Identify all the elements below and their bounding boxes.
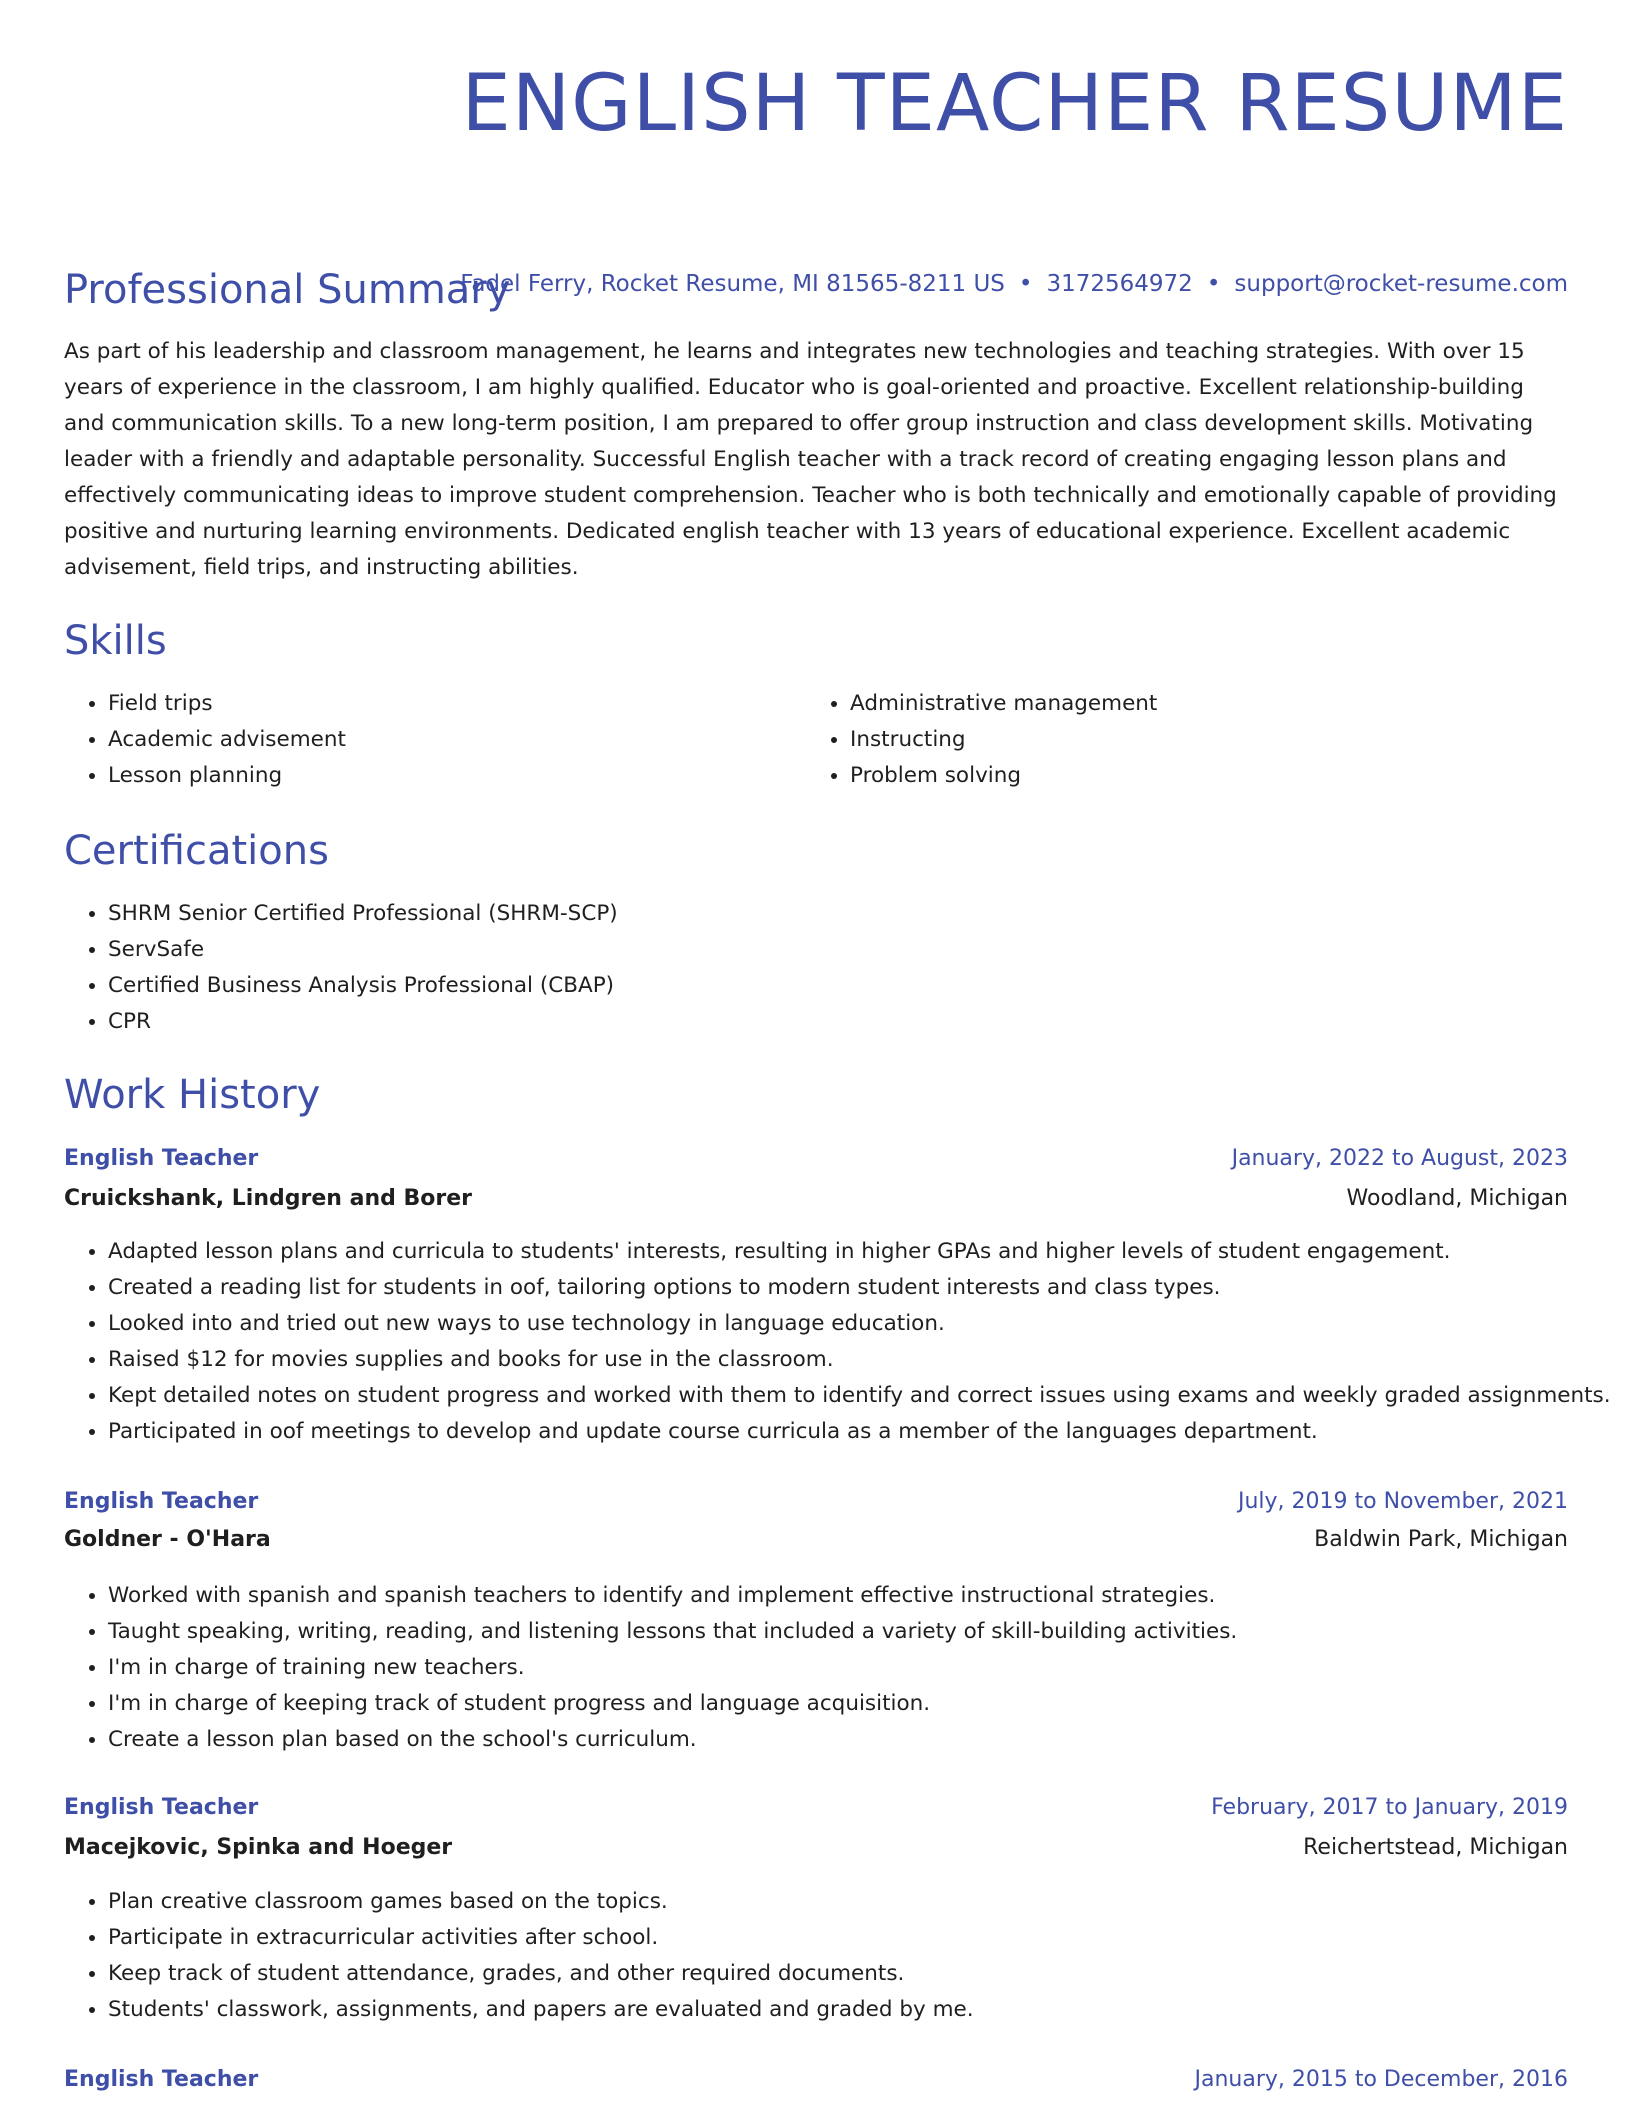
skill-item: • Instructing <box>850 722 1548 758</box>
job-bullet: • Adapted lesson plans and curricula to students' interests, resulting in higher GPAs and higher levels of student engagement. <box>108 1234 1612 1270</box>
job-bullet: • Participated in oof meetings to develop and update course curricula as a member of the languages department. <box>108 1414 1612 1450</box>
job-bullets <box>64 1578 1612 1758</box>
job-company: Cruickshank, Lindgren and Borer <box>64 1186 473 1211</box>
job-location: Reichertstead, Michigan <box>1303 1835 1568 1860</box>
job-company: Macejkovic, Spinka and Hoeger <box>64 1835 453 1860</box>
job-header <box>64 1483 1568 1521</box>
job-bullet: • Created a reading list for students in oof, tailoring options to modern student interests and class types. <box>108 1270 1612 1306</box>
job-title: English Teacher <box>64 2067 259 2092</box>
job-bullet: • I'm in charge of keeping track of student progress and language acquisition. <box>108 1686 1612 1722</box>
job-dates: July, 2019 to November, 2021 <box>1237 1489 1568 1514</box>
job-bullet: • Participate in extracurricular activities after school. <box>108 1920 1612 1956</box>
job-company: Goldner - O'Hara <box>64 1527 271 1552</box>
job-bullet: • Taught speaking, writing, reading, and listening lessons that included a variety of skill-building activities. <box>108 1614 1612 1650</box>
job-bullet: • Students' classwork, assignments, and papers are evaluated and graded by me. <box>108 1992 1612 2028</box>
contact-email[interactable]: support@rocket-resume.com <box>1234 271 1568 297</box>
skills-list <box>64 686 1568 794</box>
job-dates: January, 2015 to December, 2016 <box>1194 2067 1568 2092</box>
job-bullet: • Worked with spanish and spanish teachers to identify and implement effective instructional strategies. <box>108 1578 1612 1614</box>
job-bullet: • Keep track of student attendance, grades, and other required documents. <box>108 1956 1612 1992</box>
job-employer <box>64 1521 1568 1559</box>
summary-heading: Professional Summary <box>64 267 511 313</box>
job-location: Woodland, Michigan <box>1346 1186 1568 1211</box>
skill-item: • Field trips <box>108 686 806 722</box>
certifications-heading: Certifications <box>64 828 329 874</box>
summary-text: As part of his leadership and classroom management, he learns and integrates new technologies and teaching strategies. With over 15 years of experience in the classroom, I am highly qualified. Educator who is goal-oriented and proactive. Excellent relationship-building and communication skills. To a new long-term position, I am prepared to offer group instruction and class development skills. Motivating leader with a friendly and adaptable personality. Successful English teacher with a track record of creating engaging lesson plans and effectively communicating ideas to improve student comprehension. Teacher who is both technically and emotionally capable of providing positive and nurturing learning environments. Dedicated english teacher with 13 years of educational experience. Excellent academic advisement, field trips, and instructing abilities. <box>64 339 1557 580</box>
job-header <box>64 2061 1568 2099</box>
certifications-list <box>64 896 1612 1040</box>
contact-separator: • <box>1018 271 1033 297</box>
certification-item: • CPR <box>108 1004 1612 1040</box>
job-bullets <box>64 1884 1612 2028</box>
contact-separator: • <box>1206 271 1221 297</box>
job-employer <box>64 1829 1568 1867</box>
job-header <box>64 1789 1568 1827</box>
job-bullet: • Raised $12 for movies supplies and books for use in the classroom. <box>108 1342 1612 1378</box>
job-title: English Teacher <box>64 1489 259 1514</box>
job-bullet: • Plan creative classroom games based on the topics. <box>108 1884 1612 1920</box>
skills-column-right <box>806 686 1548 794</box>
resume-title: ENGLISH TEACHER RESUME <box>461 59 1568 149</box>
skills-heading: Skills <box>64 618 167 664</box>
contact-phone[interactable]: 3172564972 <box>1046 271 1193 297</box>
job-bullet: • I'm in charge of training new teachers. <box>108 1650 1612 1686</box>
certification-item: • SHRM Senior Certified Professional (SHRM-SCP) <box>108 896 1612 932</box>
certification-item: • Certified Business Analysis Professional (CBAP) <box>108 968 1612 1004</box>
job-bullet: • Looked into and tried out new ways to use technology in language education. <box>108 1306 1612 1342</box>
job-bullet: • Create a lesson plan based on the school's curriculum. <box>108 1722 1612 1758</box>
job-location: Baldwin Park, Michigan <box>1314 1527 1568 1552</box>
skill-item: • Problem solving <box>850 758 1548 794</box>
job-dates: January, 2022 to August, 2023 <box>1231 1146 1568 1171</box>
job-title: English Teacher <box>64 1146 259 1171</box>
skill-item: • Administrative management <box>850 686 1548 722</box>
skill-item: • Academic advisement <box>108 722 806 758</box>
job-bullet: • Kept detailed notes on student progress and worked with them to identify and correct issues using exams and weekly graded assignments. <box>108 1378 1612 1414</box>
job-title: English Teacher <box>64 1795 259 1820</box>
job-header <box>64 1140 1568 1178</box>
contact-address: Fadel Ferry, Rocket Resume, MI 81565-8211 US <box>460 271 1005 297</box>
job-dates: February, 2017 to January, 2019 <box>1211 1795 1568 1820</box>
certification-item: • ServSafe <box>108 932 1612 968</box>
skills-column-left <box>64 686 806 794</box>
work-history-heading: Work History <box>64 1072 321 1118</box>
job-bullets <box>64 1234 1612 1450</box>
skill-item: • Lesson planning <box>108 758 806 794</box>
job-employer <box>64 1180 1568 1218</box>
